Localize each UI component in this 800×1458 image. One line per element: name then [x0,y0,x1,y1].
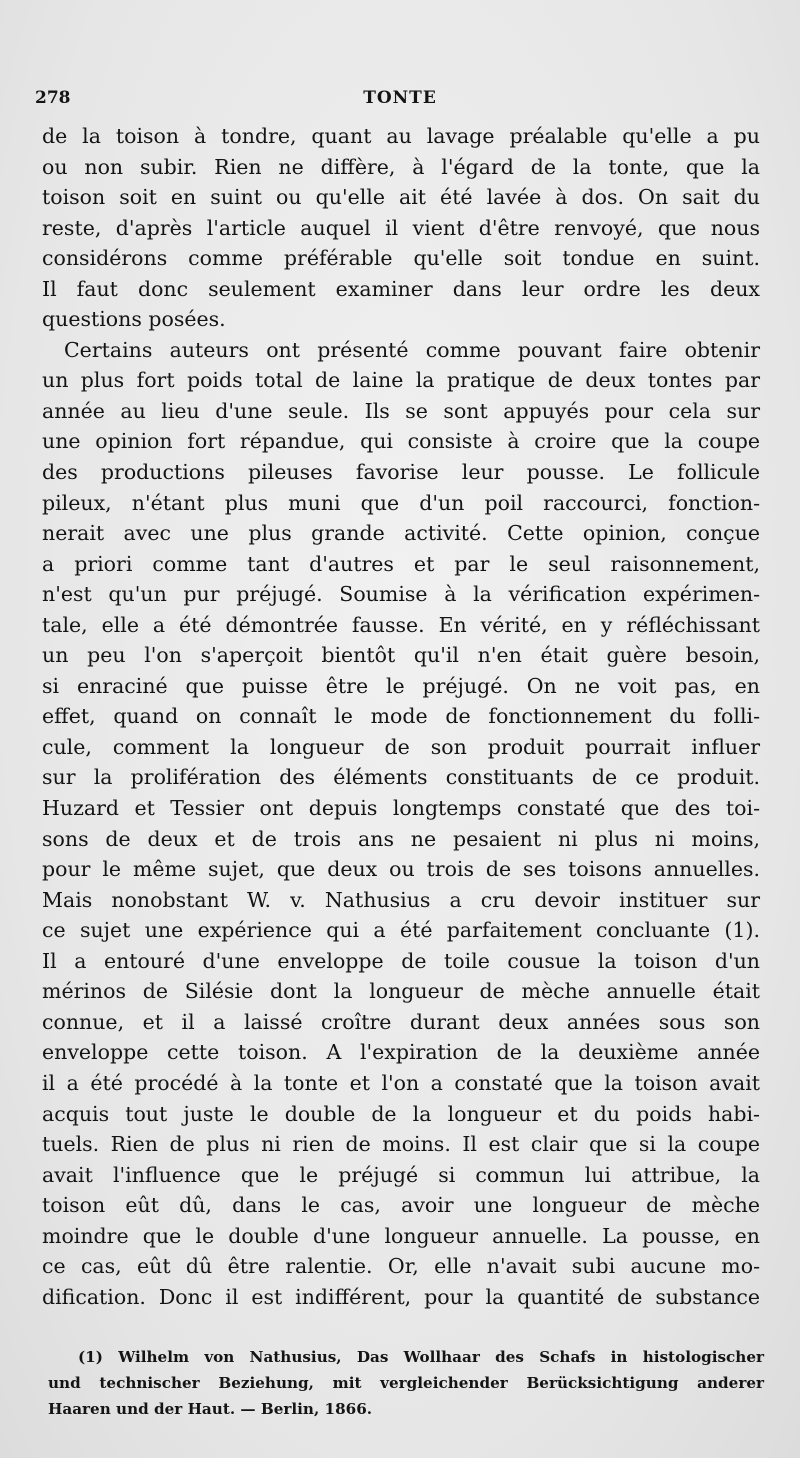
page-number: 278 [35,88,71,108]
text-line: effet, quand on connaît le mode de fonctionnement du folli- [42,704,760,729]
page-header [35,88,765,114]
text-line: Mais nonobstant W. v. Nathusius a cru devoir instituer sur [42,887,760,912]
text-line: toison soit en suint ou qu'elle ait été lavée à dos. On sait du [42,185,760,210]
text-line: toison eût dû, dans le cas, avoir une longueur de mèche [42,1193,760,1218]
running-title: TONTE [363,88,437,108]
text-line: a priori comme tant d'autres et par le seul raisonnement, [42,551,760,576]
text-line: ou non subir. Rien ne diffère, à l'égard de la tonte, que la [42,154,760,179]
text-line: des productions pileuses favorise leur pousse. Le follicule [42,460,760,485]
text-line: questions posées. [42,307,226,332]
text-line: Il a entouré d'une enveloppe de toile cousue la toison d'un [42,948,760,973]
text-line: pour le même sujet, que deux ou trois de ses toisons annuelles. [42,857,760,882]
text-line: reste, d'après l'article auquel il vient d'être renvoyé, que nous [42,215,760,240]
text-line: ce cas, eût dû être ralentie. Or, elle n'avait subi aucune mo- [42,1254,760,1279]
footnote [48,1344,764,1422]
text-line: dification. Donc il est indifférent, pour la quantité de substance [42,1284,760,1309]
text-line: cule, comment la longueur de son produit pourrait influer [42,734,760,759]
text-line: moindre que le double d'une longueur annuelle. La pousse, en [42,1223,760,1248]
text-line: nerait avec une plus grande activité. Cette opinion, conçue [42,521,760,546]
text-line: acquis tout juste le double de la longueur et du poids habi- [42,1101,760,1126]
text-line: sur la prolifération des éléments constituants de ce produit. [42,765,760,790]
text-line: tale, elle a été démontrée fausse. En vérité, en y réfléchissant [42,612,760,637]
text-line: pileux, n'étant plus muni que d'un poil raccourci, fonction- [42,490,760,515]
text-line: ce sujet une expérience qui a été parfaitement concluante (1). [42,918,760,943]
text-line: avait l'influence que le préjugé si commun lui attribue, la [42,1162,760,1187]
text-line: une opinion fort répandue, qui consiste à croire que la coupe [42,429,760,454]
text-line: Huzard et Tessier ont depuis longtemps constaté que des toi- [42,796,760,821]
text-line: tuels. Rien de plus ni rien de moins. Il est clair que si la coupe [42,1132,760,1157]
footnote-line: und technischer Beziehung, mit vergleichender Berücksichtigung anderer [48,1374,764,1392]
text-line: si enraciné que puisse être le préjugé. On ne voit pas, en [42,673,760,698]
text-line: année au lieu d'une seule. Ils se sont appuyés pour cela sur [42,398,760,423]
text-line: de la toison à tondre, quant au lavage préalable qu'elle a pu [42,124,760,148]
text-line: mérinos de Silésie dont la longueur de mèche annuelle était [42,979,760,1004]
text-line: il a été procédé à la tonte et l'on a constaté que la toison avait [42,1070,760,1095]
text-line: enveloppe cette toison. A l'expiration de la deuxième année [42,1040,760,1065]
text-line: sons de deux et de trois ans ne pesaient ni plus ni moins, [42,826,760,851]
paragraph-start-line: Certains auteurs ont présenté comme pouvant faire obtenir [64,337,760,362]
text-line: Il faut donc seulement examiner dans leur ordre les deux [42,276,760,301]
text-line: considérons comme préférable qu'elle soit tondue en suint. [42,246,760,271]
footnote-line: (1) Wilhelm von Nathusius, Das Wollhaar des Schafs in histologischer [78,1348,764,1366]
body-text [42,121,760,1312]
text-line: n'est qu'un pur préjugé. Soumise à la vérification expérimen- [42,582,760,607]
text-line: un plus fort poids total de laine la pratique de deux tontes par [42,368,760,393]
text-line: connue, et il a laissé croître durant deux années sous son [42,1009,760,1034]
footnote-line: Haaren und der Haut. — Berlin, 1866. [48,1400,373,1418]
text-line: un peu l'on s'aperçoit bientôt qu'il n'en était guère besoin, [42,643,760,668]
